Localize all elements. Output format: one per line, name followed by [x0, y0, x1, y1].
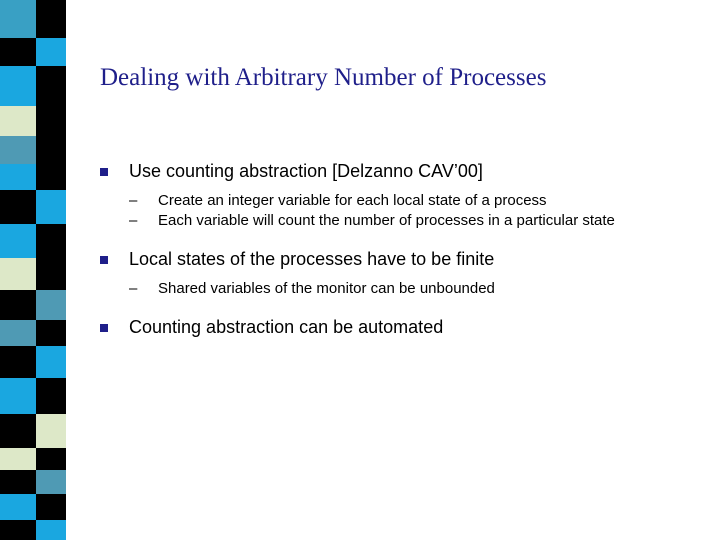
slide-body — [100, 160, 700, 338]
bullet-item — [100, 248, 700, 270]
sub-bullet-text: Shared variables of the monitor can be unbounded — [158, 280, 495, 297]
sub-bullet-item — [129, 191, 700, 211]
bullet-text: Local states of the processes have to be finite — [129, 249, 495, 269]
bullet-text: Counting abstraction can be automated — [129, 317, 444, 337]
sub-bullet-text: Each variable will count the number of processes in a particular state — [158, 212, 615, 229]
dash-bullet-icon: – — [129, 212, 138, 229]
sub-bullet-text: Create an integer variable for each local state of a process — [158, 192, 547, 209]
sub-bullet-item — [129, 211, 700, 231]
square-bullet-icon — [100, 256, 108, 264]
dash-bullet-icon: – — [129, 192, 138, 209]
sub-bullet-item — [129, 279, 700, 299]
square-bullet-icon — [100, 324, 108, 332]
decorative-stripe-border — [0, 0, 66, 540]
bullet-text: Use counting abstraction [Delzanno CAV’00] — [129, 161, 483, 181]
square-bullet-icon — [100, 168, 108, 176]
bullet-item — [100, 316, 700, 338]
dash-bullet-icon: – — [129, 280, 138, 297]
slide-title: Dealing with Arbitrary Number of Processes — [100, 64, 547, 91]
bullet-item — [100, 160, 700, 182]
